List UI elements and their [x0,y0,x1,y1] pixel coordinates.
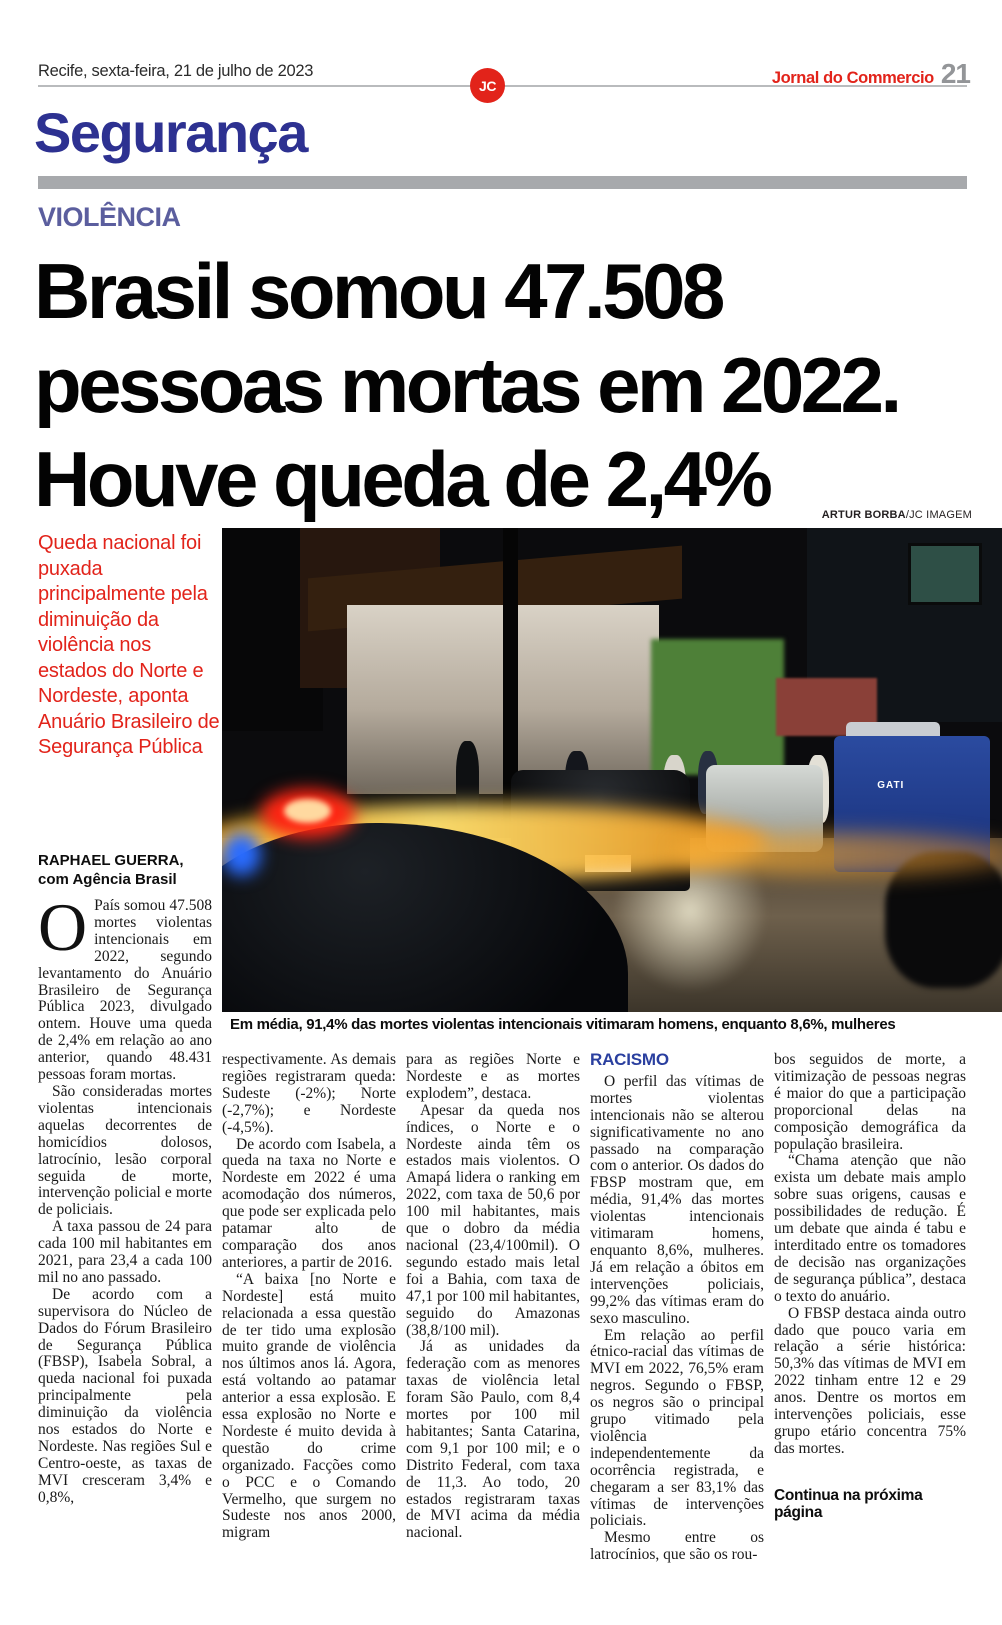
article-column-2 [222,1052,396,1542]
byline-author: RAPHAEL GUERRA, [38,852,184,869]
photo-credit-agency: /JC IMAGEM [905,509,972,521]
article-column-1 [38,889,212,1507]
photo-police-light [222,833,261,877]
paragraph: De acordo com Isabela, a queda na taxa no Norte e Nordeste em 2022 é uma acomodação dos números, que pode ser explicada pelo patamar alto de comparação dos anos anteriores, a partir de 2016. [222,1135,396,1271]
paragraph: “Chama atenção que não exista um debate mais amplo sobre suas origens, causas e possibilidades de redução. É um debate que ainda é tabu e interditado entre os tomadores de decisão nas organizações de segurança pública”, destaca o texto do anuário. [774,1152,966,1305]
article-column-5 [774,1052,966,1522]
byline [38,851,184,889]
photo-credit [222,509,972,521]
dateline: Recife, sexta-feira, 21 de julho de 2023 [38,62,314,80]
paragraph: para as regiões Norte e Nordeste e as mortes explodem”, destaca. [406,1051,580,1102]
headline-line-1: Brasil somou 47.508 [34,247,722,335]
headline-line-2: pessoas mortas em 2022. [34,341,899,429]
paragraph: A taxa passou de 24 para cada 100 mil habitantes em 2021, para 23,4 a cada 100 mil no ano passado. [38,1218,212,1286]
drop-cap: O [38,889,88,965]
paragraph: De acordo com a supervisora do Núcleo de Dados do Fórum Brasileiro de Segurança Pública (FBSP), Isabela Sobral, a queda nacional foi puxada principalmente pela diminuição da violência nos estados do Norte e Nordeste. Nas regiões Sul e Centro-oeste, as taxas de MVI cresceram 3,4% e 0,8%, [38,1285,212,1506]
photo-credit-name: ARTUR BORBA [821,509,906,521]
jc-logo-icon: JC [470,68,505,103]
photo-caption: Em média, 91,4% das mortes violentas intencionais vitimaram homens, enquanto 8,6%, mulheres [230,1016,896,1033]
paragraph: O perfil das vítimas de mortes violentas intencionais não se alterou significativamente no ano passado na comparação com o anterior. Os dados do FBSP mostram que, em média, 91,4% das mortes violentas intencionais vitimaram homens, enquanto 8,6%, mulheres. Já em relação a óbitos em intervenções policiais, 99,2% das vítimas eram do sexo masculino. [590,1072,764,1327]
paragraph: Em relação ao perfil étnico-racial das vítimas de MVI em 2022, 76,5% eram negros. Segundo o FBSP, os negros são o principal grupo vitimado pela violência independentemente da ocorrência registrada, e chegaram a ser 83,1% das vítimas de intervenções policiais. [590,1326,764,1530]
paragraph: “A baixa [no Norte e Nordeste] está muito relacionada a essa questão de ter tido uma explosão muito grande de violência nos últimos anos lá. Agora, está voltando ao patamar anterior a essa explosão. E essa explosão no Norte e Nordeste é muito devida à questão do crime organizado. Facções como o PCC e o Comando Vermelho, que surgem no Sudeste nos anos 2000, migram [222,1270,396,1542]
police-vehicle-label: GATI [877,779,905,791]
paragraph-text: País somou 47.508 mortes violentas intencionais em 2022, segundo levantamento do Anuário Brasileiro de Segurança Pública 2023, divulgado ontem. Houve uma queda de 2,4% em relação ao ano anterior, quando 48.431 pessoas foram mortas. [38,897,212,1084]
paragraph: O FBSP destaca ainda outro dado que pouco varia em relação a série histórica: 50,3% das vítimas de MVI em 2022 tinham entre 12 e 29 anos. Dentre os mortos em intervenções policiais, esse grupo etário concentra 75% das mortes. [774,1304,966,1457]
page-number: 21 [940,58,970,89]
article-column-3 [406,1052,580,1542]
masthead [772,58,970,90]
section-divider-bar [38,176,967,189]
paragraph [38,889,212,1084]
crime-scene-photo [222,528,1002,1012]
continuation-note: Continua na próxima página [774,1486,923,1521]
paragraph: Apesar da queda nos índices, o Norte e o Nordeste ainda têm os estados mais violentos. O Amapá lidera o ranking em 2022, com taxa de 50,6 por 100 mil habitantes, mais que o dobro da média nacional (23,4/100mil). O segundo estado mais letal foi a Bahia, com taxa de 47,1 por 100 mil habitantes, seguido do Amazonas (38,8/100 mil). [406,1101,580,1339]
paragraph: respectivamente. As demais regiões registraram queda: Sudeste (-2%); Norte (-2,7%); e Nordeste (-4,5%). [222,1051,396,1136]
headline-line-3: Houve queda de 2,4% [34,435,770,523]
kicker: VIOLÊNCIA [38,202,181,232]
photo-shape [908,543,982,606]
article-column-4 [590,1052,764,1564]
masthead-name: Jornal do Commercio [771,69,934,87]
lead-summary: Queda nacional foi puxada principalmente pela diminuição da violência nos estados do Norte e Nordeste, aponta Anuário Brasileiro de Segurança Pública [38,532,220,758]
byline-agency: com Agência Brasil [38,871,177,888]
paragraph: Mesmo entre os latrocínios, que são os rou- [590,1529,764,1564]
section-title: Segurança [34,101,307,164]
paragraph: bos seguidos de morte, a vitimização de pessoas negras é maior do que a participação proporcional delas na composição demográfica da população brasileira. [774,1051,966,1153]
subhead-racismo: RACISMO [590,1050,669,1069]
paragraph: São consideradas mortes violentas intencionais aquelas decorrentes de homicídios dolosos, latrocínio, lesão corporal seguida de morte, intervenção policial e morte de policiais. [38,1082,212,1219]
headline [34,244,994,526]
paragraph: Já as unidades da federação com as menores taxas de violência letal foram São Paulo, com 8,4 mortes por 100 mil habitantes; Santa Catarina, com 9,1 por 100 mil; e o Distrito Federal, com taxa de 11,3. Ao todo, 20 estados registraram taxas de MVI acima da média nacional. [406,1338,580,1542]
